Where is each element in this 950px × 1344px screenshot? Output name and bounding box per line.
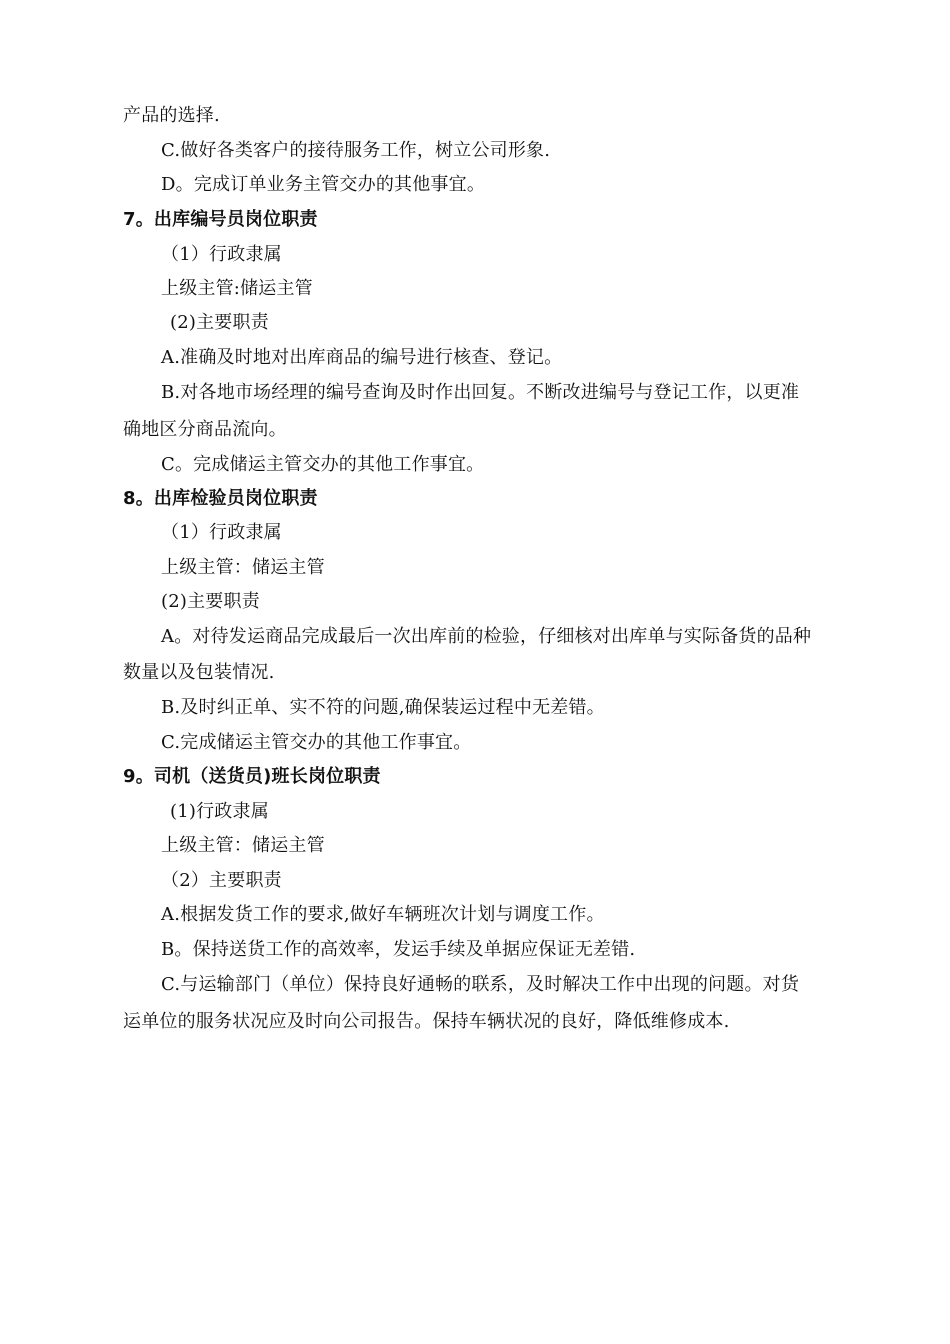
paragraph-line: 上级主管:储运主管	[161, 278, 313, 299]
paragraph-line: D。完成订单业务主管交办的其他事宜。	[161, 174, 486, 195]
paragraph-line: 产品的选择.	[123, 105, 220, 126]
section-heading: 8。出库检验员岗位职责	[123, 488, 318, 509]
paragraph-line: A.根据发货工作的要求,做好车辆班次计划与调度工作。	[161, 904, 605, 925]
subsection-label: (2)主要职责	[161, 591, 260, 612]
subsection-label: （1）行政隶属	[161, 244, 282, 265]
subsection-label: （2）主要职责	[161, 870, 282, 891]
paragraph-line: 数量以及包装情况.	[123, 662, 275, 683]
paragraph-line: C.完成储运主管交办的其他工作事宜。	[161, 732, 472, 753]
paragraph-line: B.及时纠正单、实不符的问题,确保装运过程中无差错。	[161, 697, 605, 718]
subsection-label: (1)行政隶属	[170, 801, 269, 822]
paragraph-line: C。完成储运主管交办的其他工作事宜。	[161, 454, 485, 475]
paragraph-line: C.做好各类客户的接待服务工作，树立公司形象.	[161, 140, 551, 161]
paragraph-line: B.对各地市场经理的编号查询及时作出回复。不断改进编号与登记工作，以更准	[161, 382, 800, 403]
paragraph-line: 运单位的服务状况应及时向公司报告。保持车辆状况的良好，降低维修成本.	[123, 1011, 730, 1032]
section-heading: 9。司机（送货员)班长岗位职责	[123, 766, 381, 787]
paragraph-line: B。保持送货工作的高效率，发运手续及单据应保证无差错.	[161, 939, 636, 960]
paragraph-line: 上级主管：储运主管	[161, 835, 325, 856]
paragraph-line: C.与运输部门（单位）保持良好通畅的联系，及时解决工作中出现的问题。对货	[161, 974, 800, 995]
paragraph-line: A。对待发运商品完成最后一次出库前的检验，仔细核对出库单与实际备货的品种	[161, 626, 812, 647]
subsection-label: (2)主要职责	[170, 312, 269, 333]
paragraph-line: 确地区分商品流向。	[123, 419, 287, 440]
section-heading: 7。出库编号员岗位职责	[123, 209, 318, 230]
subsection-label: （1）行政隶属	[161, 522, 282, 543]
paragraph-line: 上级主管：储运主管	[161, 557, 325, 578]
paragraph-line: A.准确及时地对出库商品的编号进行核查、登记。	[161, 347, 563, 368]
